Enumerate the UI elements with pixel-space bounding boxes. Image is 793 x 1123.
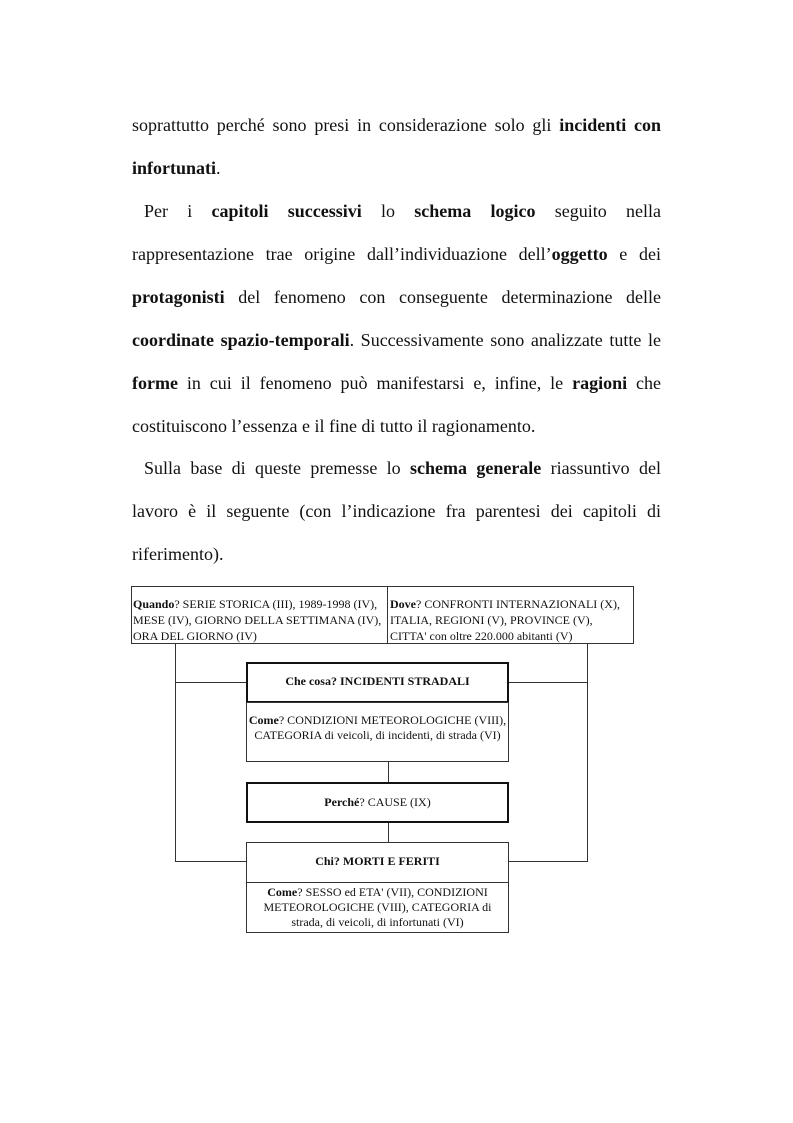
paragraph-2: Per i capitoli successivi lo schema logico seguito nella rappresentazione trae origine dall’individuazione dell’oggetto e dei protagonisti del fenomeno con conseguente determinazione delle coordinate spazio-temporali. Successivamente sono analizzate tutte le forme in cui il fenomeno può manifestarsi e, infine, le ragioni che costituiscono l’essenza e il fine di tutto il ragionamento. xyxy=(132,201,661,436)
left-branch-bottom xyxy=(175,861,246,862)
come-incidenti-box: Come? CONDIZIONI METEOROLOGICHE (VIII), CATEGORIA di veicoli, di incidenti, di strada (VI) xyxy=(246,702,509,762)
quando-cell: Quando? SERIE STORICA (III), 1989-1998 (IV), MESE (IV), GIORNO DELLA SETTIMANA (IV), ORA DEL GIORNO (IV) xyxy=(133,597,382,643)
paragraph-3: Sulla base di queste premesse lo schema generale riassuntivo del lavoro è il seguente (con l’indicazione fra parentesi dei capitoli di riferimento). xyxy=(132,458,661,564)
che-cosa-box: Che cosa? INCIDENTI STRADALI xyxy=(246,662,509,703)
center-connector-2 xyxy=(388,823,389,842)
come-morti-box: Come? SESSO ed ETA' (VII), CONDIZIONI METEOROLOGICHE (VIII), CATEGORIA di strada, di veicoli, di infortunati (VI) xyxy=(246,882,509,933)
paragraph-1: soprattutto perché sono presi in considerazione solo gli incidenti con infortunati. xyxy=(132,115,661,178)
chi-box: Chi? MORTI E FERITI xyxy=(246,842,509,883)
dove-cell: Dove? CONFRONTI INTERNAZIONALI (X), ITALIA, REGIONI (V), PROVINCE (V), CITTA' con oltre 220.000 abitanti (V) xyxy=(390,597,620,643)
bold-phrase: incidenti con infortunati xyxy=(132,115,661,178)
left-connector xyxy=(175,644,176,862)
right-connector xyxy=(587,644,588,862)
right-branch-top xyxy=(509,682,587,683)
center-connector-1 xyxy=(388,762,389,782)
right-branch-bottom xyxy=(509,861,587,862)
perche-box: Perché? CAUSE (IX) xyxy=(246,782,509,823)
left-branch-top xyxy=(175,682,246,683)
